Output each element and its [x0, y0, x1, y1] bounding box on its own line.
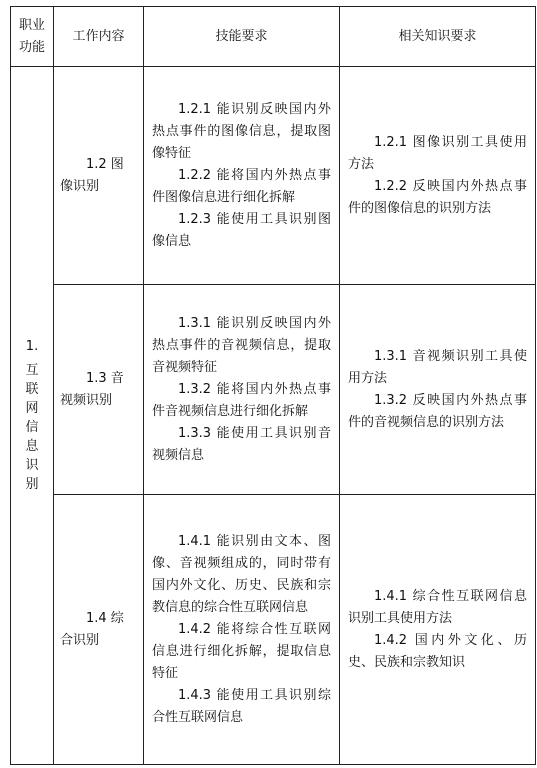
function-char: 网	[25, 400, 39, 416]
table-row	[11, 495, 536, 765]
table-header-row	[11, 7, 536, 67]
header-knowledge: 相关知识要求	[340, 7, 536, 67]
skill-item: 1.2.1 能识别反映国内外热点事件的图像信息，提取图像特征	[152, 101, 331, 161]
function-char: 息	[25, 438, 39, 454]
function-number: 1.	[25, 338, 39, 354]
knowledge-item: 1.4.1 综合性互联网信息识别工具使用方法	[348, 588, 527, 626]
knowledge-item: 1.3.2 反映国内外热点事件的音视频信息的识别方法	[348, 392, 527, 430]
skills-cell	[144, 67, 340, 285]
knowledge-cell	[340, 67, 536, 285]
skill-item: 1.2.3 能使用工具识别图像信息	[152, 211, 331, 249]
skill-item: 1.4.2 能将综合性互联网信息进行细化拆解，提取信息特征	[152, 621, 331, 681]
knowledge-cell	[340, 285, 536, 495]
skill-item: 1.3.1 能识别反映国内外热点事件的音视频信息，提取音视频特征	[152, 315, 331, 375]
header-function-line1: 职业	[18, 17, 45, 33]
skill-item: 1.2.2 能将国内外热点事件图像信息进行细化拆解	[152, 167, 331, 205]
work-content-cell	[54, 67, 144, 285]
skill-item: 1.4.1 能识别由文本、图像、音视频组成的，同时带有国内外文化、历史、民族和宗教信息的综合性互联网信息	[152, 533, 331, 615]
function-char: 别	[25, 476, 39, 492]
skill-item: 1.4.3 能使用工具识别综合性互联网信息	[152, 687, 331, 725]
function-label	[25, 336, 39, 494]
work-content-cell	[54, 285, 144, 495]
skill-item: 1.3.3 能使用工具识别音视频信息	[152, 425, 331, 463]
header-work-content: 工作内容	[54, 7, 144, 67]
function-char: 识	[25, 457, 39, 473]
work-content-cell	[54, 495, 144, 765]
work-content-text: 1.4 综合识别	[60, 610, 124, 648]
knowledge-cell	[340, 495, 536, 765]
skill-item: 1.3.2 能将国内外热点事件音视频信息进行细化拆解	[152, 381, 331, 419]
skills-cell	[144, 285, 340, 495]
knowledge-item: 1.2.1 图像识别工具使用方法	[348, 134, 527, 172]
occupation-skills-table	[10, 6, 536, 765]
header-function-line2: 功能	[18, 39, 45, 55]
function-cell	[11, 67, 54, 765]
header-skills: 技能要求	[144, 7, 340, 67]
knowledge-item: 1.3.1 音视频识别工具使用方法	[348, 348, 527, 386]
knowledge-item: 1.2.2 反映国内外热点事件的图像信息的识别方法	[348, 178, 527, 216]
header-function	[11, 7, 54, 67]
function-char: 互	[25, 362, 39, 378]
function-char: 信	[25, 419, 39, 435]
function-char: 联	[25, 381, 39, 397]
work-content-text: 1.3 音视频识别	[60, 370, 124, 408]
knowledge-item: 1.4.2 国内外文化、历史、民族和宗教知识	[348, 632, 527, 670]
table-row	[11, 67, 536, 285]
work-content-text: 1.2 图像识别	[60, 156, 124, 194]
skills-cell	[144, 495, 340, 765]
table-row	[11, 285, 536, 495]
